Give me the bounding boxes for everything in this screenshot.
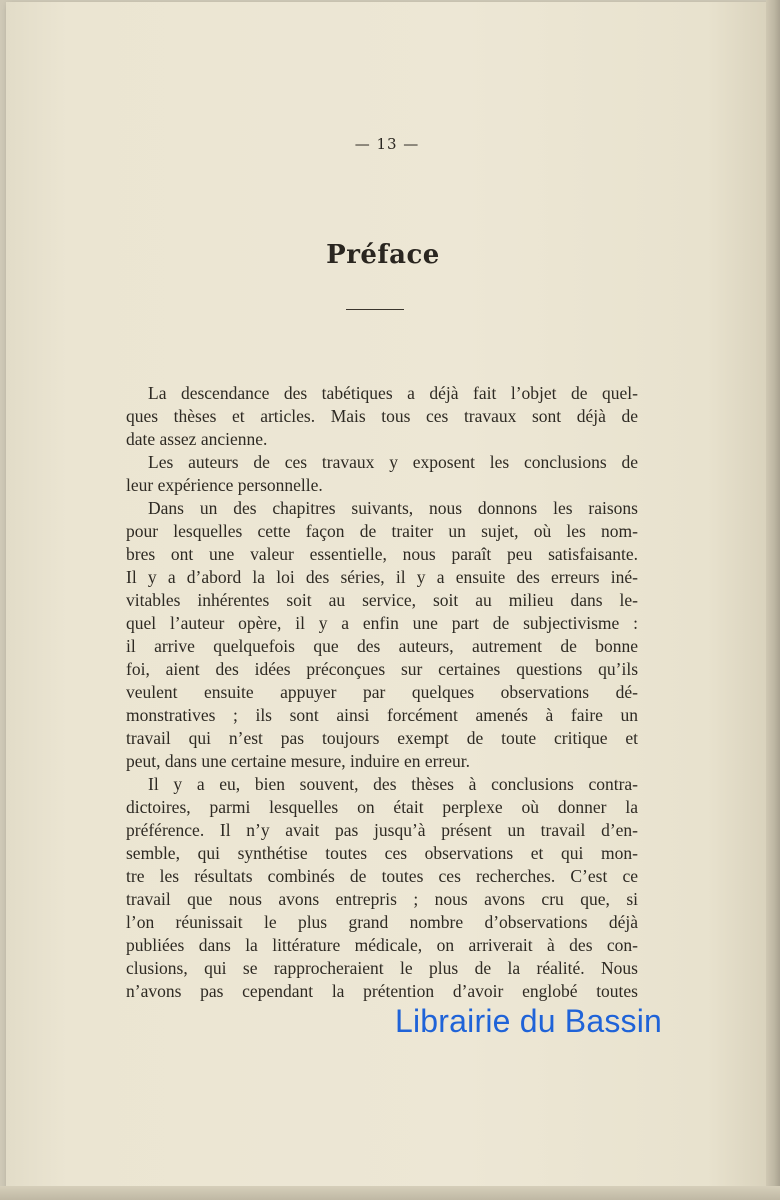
text-line: pour lesquelles cette façon de traiter un sujet, où les nom-	[126, 521, 638, 541]
text-line: leur expérience personnelle.	[126, 475, 323, 495]
preface-body	[126, 382, 638, 1003]
text-line: clusions, qui se rapprocheraient le plus de la réalité. Nous	[126, 958, 638, 978]
page-edge-bottom	[0, 1186, 780, 1200]
text-line: l’on réunissait le plus grand nombre d’observations déjà	[126, 912, 638, 932]
seller-watermark: Librairie du Bassin	[395, 1003, 663, 1039]
page-number: — 13 —	[354, 135, 420, 153]
text-line: Les auteurs de ces travaux y exposent les conclusions de	[148, 452, 638, 472]
text-line: n’avons pas cependant la prétention d’avoir englobé toutes	[126, 981, 638, 1001]
page-edge-right	[766, 0, 780, 1200]
text-line: La descendance des tabétiques a déjà fait l’objet de quel-	[148, 383, 638, 403]
text-line: dictoires, parmi lesquelles on était perplexe où donner la	[126, 797, 638, 817]
text-line: publiées dans la littérature médicale, on arriverait à des con-	[126, 935, 638, 955]
text-line: Dans un des chapitres suivants, nous donnons les raisons	[148, 498, 638, 518]
text-line: semble, qui synthétise toutes ces observations et qui mon-	[126, 843, 638, 863]
text-line: travail qui n’est pas toujours exempt de toute critique et	[126, 728, 638, 748]
text-line: bres ont une valeur essentielle, nous paraît peu satisfaisante.	[126, 544, 638, 564]
text-line: Il y a d’abord la loi des séries, il y a ensuite des erreurs iné-	[126, 567, 638, 587]
text-line: monstratives ; ils sont ainsi forcément amenés à faire un	[126, 705, 638, 725]
text-line: vitables inhérentes soit au service, soit au milieu dans le-	[126, 590, 638, 610]
text-line: Il y a eu, bien souvent, des thèses à conclusions contra-	[148, 774, 638, 794]
chapter-title: Préface	[326, 240, 440, 270]
title-divider	[346, 309, 404, 310]
text-line: quel l’auteur opère, il y a enfin une part de subjectivisme :	[126, 613, 638, 633]
text-line: date assez ancienne.	[126, 429, 268, 449]
text-line: tre les résultats combinés de toutes ces recherches. C’est ce	[126, 866, 638, 886]
text-line: préférence. Il n’y avait pas jusqu’à présent un travail d’en-	[126, 820, 638, 840]
text-line: ques thèses et articles. Mais tous ces travaux sont déjà de	[126, 406, 638, 426]
text-line: foi, aient des idées préconçues sur certaines questions qu’ils	[126, 659, 638, 679]
text-line: peut, dans une certaine mesure, induire en erreur.	[126, 751, 471, 771]
text-line: veulent ensuite appuyer par quelques observations dé-	[126, 682, 638, 702]
text-line: travail que nous avons entrepris ; nous avons cru que, si	[126, 889, 638, 909]
text-line: il arrive quelquefois que des auteurs, autrement de bonne	[126, 636, 638, 656]
